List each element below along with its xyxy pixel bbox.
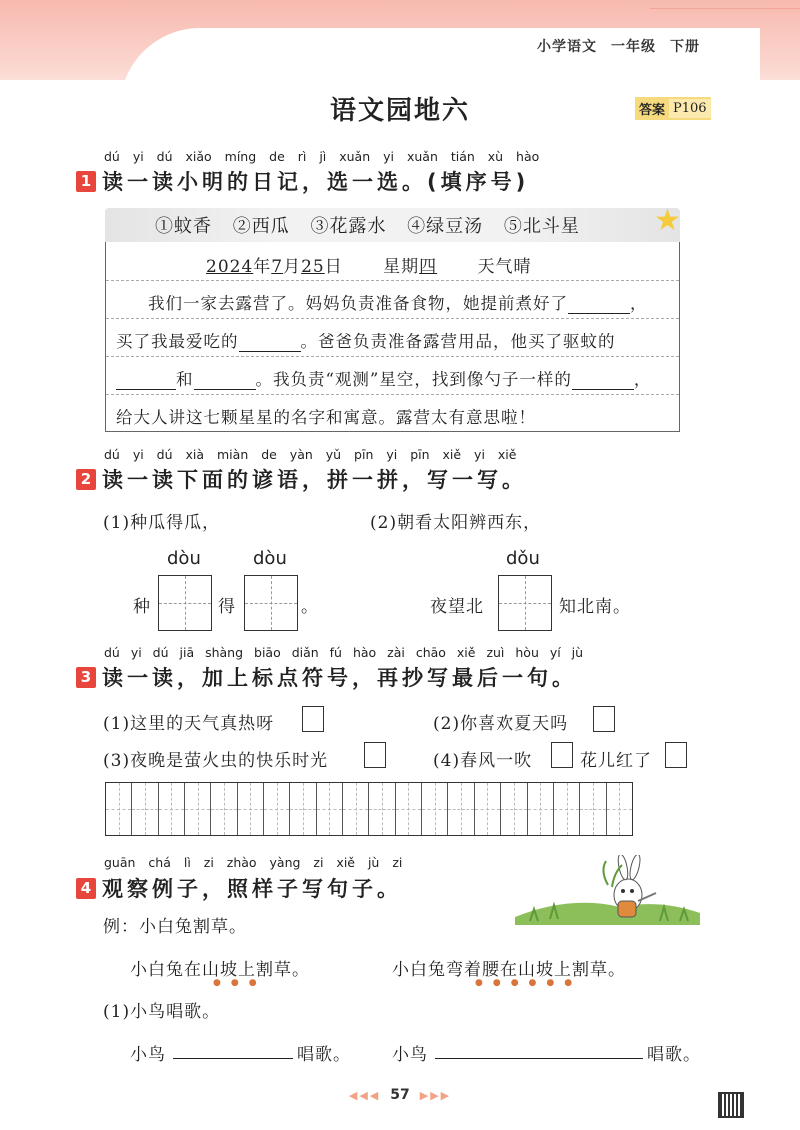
xiaoniao-1: 小鸟	[130, 1045, 166, 1065]
punct-box-5[interactable]	[665, 742, 687, 768]
diary-line-4: 给大人讲这七颗星星的名字和寓意。露营太有意思啦！	[116, 408, 536, 427]
q1-heading	[76, 166, 529, 196]
q4-pinyin: guān chá lì zi zhào yàng zi xiě jù zi	[104, 855, 403, 870]
char-zhong: 种	[133, 597, 151, 617]
subject: 小学语文	[537, 39, 597, 55]
grid-cell[interactable]	[185, 783, 211, 835]
q2-pinyin: dú yi dú xià miàn de yàn yǔ pīn yi pīn xiě yi xiě	[104, 447, 517, 462]
diary-year-unit: 年	[253, 257, 272, 277]
blank-3[interactable]	[116, 376, 176, 390]
page-number: 57	[390, 1087, 410, 1103]
diary-line-1-end: ，	[630, 294, 648, 313]
q2-heading-text: 读一读下面的谚语，拼一拼，写一写。	[102, 468, 527, 492]
tianzige-box-2[interactable]	[244, 575, 298, 631]
q3-number: 3	[76, 667, 96, 688]
q3-sentence-1: (1)这里的天气真热呀	[103, 714, 275, 734]
diary-line-3-end: ，	[633, 370, 652, 389]
q4-heading-text: 观察例子，照样子写句子。	[102, 877, 402, 901]
emphasis-dots-1: ●●●	[213, 978, 267, 988]
qr-code-icon[interactable]	[718, 1092, 744, 1118]
answer-line-1[interactable]	[173, 1058, 293, 1059]
diary-line-2	[116, 328, 616, 352]
left-arrows-icon: ◀◀◀	[348, 1089, 381, 1102]
grade: 一年级	[611, 39, 656, 55]
q2-item-2: (2)朝看太阳辨西东，	[370, 513, 542, 533]
q4-number: 4	[76, 878, 96, 899]
grid-cell[interactable]	[501, 783, 527, 835]
char-de: 得	[218, 597, 236, 617]
changge-1: 唱歌。	[297, 1045, 351, 1065]
zhi-bei-nan: 知北南。	[559, 597, 631, 617]
grid-cell[interactable]	[106, 783, 132, 835]
star-icon: ★	[654, 203, 681, 238]
grid-cell[interactable]	[132, 783, 158, 835]
pinyin-dou-2: dòu	[253, 548, 287, 569]
grid-cell[interactable]	[343, 783, 369, 835]
grid-cell[interactable]	[264, 783, 290, 835]
header-line	[650, 8, 800, 9]
diary-line-1	[148, 290, 648, 314]
diary-weather: 天气晴	[477, 257, 532, 277]
diary-line-3	[116, 366, 651, 390]
diary-rule	[106, 356, 679, 357]
diary-weekday: 四	[419, 257, 438, 277]
options-text: ①蚊香 ②西瓜 ③花露水 ④绿豆汤 ⑤北斗星	[155, 216, 580, 237]
answer-label: 答案	[639, 103, 666, 118]
diary-day: 25	[301, 257, 325, 277]
changge-2: 唱歌。	[647, 1045, 701, 1065]
punct-box-2[interactable]	[593, 706, 615, 732]
q3-pinyin: dú yi dú jiā shàng biāo diǎn fú hào zài chāo xiě zuì hòu yí jù	[104, 645, 584, 660]
punct-box-4[interactable]	[551, 742, 573, 768]
grid-cell[interactable]	[580, 783, 606, 835]
ye-wang-bei: 夜望北	[430, 597, 484, 617]
right-arrows-icon: ▶▶▶	[419, 1089, 452, 1102]
diary-rule	[106, 318, 679, 319]
punct-box-3[interactable]	[364, 742, 386, 768]
grid-cell[interactable]	[475, 783, 501, 835]
answer-tag	[635, 97, 711, 120]
q2-heading	[76, 464, 527, 494]
grid-cell[interactable]	[448, 783, 474, 835]
example-sentence-1: 小白兔在山坡上割草。	[130, 960, 310, 980]
blank-5[interactable]	[572, 376, 634, 390]
diary-line-3a: 和	[176, 370, 194, 389]
q1-pinyin: dú yi dú xiǎo míng de rì jì xuǎn yi xuǎn tián xù hào	[104, 149, 540, 164]
page-title: 语文园地六	[329, 96, 470, 126]
q4-item-1: (1)小鸟唱歌。	[103, 1002, 221, 1022]
diary-line-3b: 。我负责“观测”星空，找到像勺子一样的	[255, 370, 572, 389]
diary-year: 2024	[206, 257, 254, 277]
q1-number: 1	[76, 171, 96, 192]
emphasis-dots-2: ●●●●●●	[475, 978, 583, 988]
tianzige-box-3[interactable]	[498, 575, 552, 631]
diary-line-2b: 。爸爸负责准备露营用品，他买了驱蚊的	[300, 332, 616, 351]
diary-rule	[106, 280, 679, 281]
q3-sentence-3: (3)夜晚是萤火虫的快乐时光	[103, 751, 329, 771]
q3-sentence-4a: (4)春风一吹	[433, 751, 533, 771]
q3-sentence-2: (2)你喜欢夏天吗	[433, 714, 569, 734]
tianzige-box-1[interactable]	[158, 575, 212, 631]
answer-line-2[interactable]	[435, 1058, 643, 1059]
diary-weekday-label: 星期	[383, 257, 420, 277]
q3-heading	[76, 662, 577, 692]
rabbit-illustration	[510, 855, 705, 930]
blank-4[interactable]	[194, 376, 256, 390]
q4-heading	[76, 873, 402, 903]
diary-line-1-text: 我们一家去露营了。妈妈负责准备食物，她提前煮好了	[148, 294, 568, 313]
grid-cell[interactable]	[607, 783, 632, 835]
pinyin-dou-3: dǒu	[506, 548, 540, 569]
grid-cell[interactable]	[290, 783, 316, 835]
grid-cell[interactable]	[528, 783, 554, 835]
grid-cell[interactable]	[159, 783, 185, 835]
diary-date	[206, 252, 532, 277]
volume: 下册	[670, 39, 700, 55]
answer-page: P106	[669, 99, 711, 118]
example-sentence-2: 小白兔弯着腰在山坡上割草。	[392, 960, 626, 980]
punct-box-1[interactable]	[302, 706, 324, 732]
grid-cell[interactable]	[211, 783, 237, 835]
grid-cell[interactable]	[396, 783, 422, 835]
grid-cell[interactable]	[238, 783, 264, 835]
diary-month: 7	[271, 257, 284, 277]
grid-cell[interactable]	[554, 783, 580, 835]
grid-cell[interactable]	[369, 783, 395, 835]
q3-heading-text: 读一读，加上标点符号，再抄写最后一句。	[102, 666, 577, 690]
grid-cell[interactable]	[422, 783, 448, 835]
copy-writing-grid[interactable]	[105, 782, 633, 836]
q1-heading-text: 读一读小明的日记，选一选。(填序号)	[102, 170, 530, 194]
diary-box	[105, 242, 680, 432]
xiaoniao-2: 小鸟	[392, 1045, 428, 1065]
example-label: 例：小白兔割草。	[103, 917, 247, 937]
blank-1[interactable]	[568, 300, 630, 314]
blank-2[interactable]	[239, 338, 301, 352]
book-info	[523, 36, 700, 56]
diary-line-2a: 买了我最爱吃的	[116, 332, 239, 351]
q2-number: 2	[76, 469, 96, 490]
period: 。	[301, 597, 319, 617]
page-footer	[0, 1087, 800, 1103]
q3-sentence-4b: 花儿红了	[580, 751, 652, 771]
q2-item-1: (1)种瓜得瓜，	[103, 513, 221, 533]
diary-rule	[106, 394, 679, 395]
diary-day-unit: 日	[324, 257, 343, 277]
pinyin-dou-1: dòu	[167, 548, 201, 569]
grid-cell[interactable]	[317, 783, 343, 835]
diary-month-unit: 月	[283, 257, 302, 277]
